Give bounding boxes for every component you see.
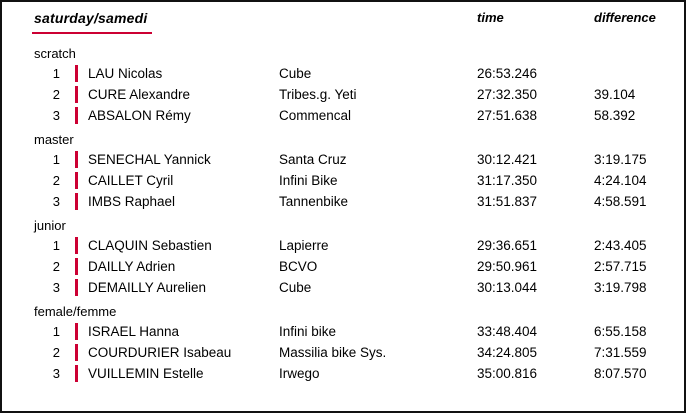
rider-difference: 3:19.175 (594, 152, 647, 167)
rider-time: 26:53.246 (477, 66, 538, 81)
rider-difference: 39.104 (594, 87, 636, 102)
rider-difference: 2:43.405 (594, 238, 647, 253)
accent-bar-icon (75, 323, 78, 340)
rider-time: 29:36.651 (477, 238, 538, 253)
rider-time: 27:51.638 (477, 108, 538, 123)
result-row (2, 277, 684, 298)
rider-name: CLAQUIN Sebastien (88, 238, 212, 253)
accent-bar-icon (75, 151, 78, 168)
accent-bar-icon (75, 237, 78, 254)
rider-team: Santa Cruz (279, 152, 347, 167)
result-row (2, 149, 684, 170)
rider-name: CURE Alexandre (88, 87, 191, 102)
rider-team: Cube (279, 280, 312, 295)
rider-time: 35:00.816 (477, 366, 538, 381)
rider-name: COURDURIER Isabeau (88, 345, 232, 360)
rider-name: CAILLET Cyril (88, 173, 174, 188)
category-name: scratch (34, 46, 76, 61)
rider-difference: 7:31.559 (594, 345, 647, 360)
result-row (2, 63, 684, 84)
result-row (2, 256, 684, 277)
rider-name: DEMAILLY Aurelien (88, 280, 207, 295)
accent-bar-icon (75, 86, 78, 103)
rider-difference: 6:55.158 (594, 324, 647, 339)
rider-rank: 1 (52, 324, 60, 339)
rider-name: DAILLY Adrien (88, 259, 176, 274)
result-row (2, 363, 684, 384)
rider-rank: 2 (52, 345, 60, 360)
result-row (2, 342, 684, 363)
category-name: master (34, 132, 74, 147)
rider-team: Commencal (279, 108, 352, 123)
category-block (2, 214, 684, 298)
column-header-difference: difference (594, 10, 656, 25)
accent-bar-icon (75, 365, 78, 382)
rider-team: Massilia bike Sys. (279, 345, 387, 360)
rider-name: ABSALON Rémy (88, 108, 191, 123)
rider-name: SENECHAL Yannick (88, 152, 211, 167)
rider-time: 31:51.837 (477, 194, 538, 209)
rider-time: 30:13.044 (477, 280, 538, 295)
rider-rank: 3 (52, 108, 60, 123)
rider-team: BCVO (279, 259, 318, 274)
rider-time: 33:48.404 (477, 324, 538, 339)
rider-team: Irwego (279, 366, 320, 381)
rider-rank: 2 (52, 259, 60, 274)
category-block (2, 128, 684, 212)
category-list (2, 42, 684, 384)
accent-bar-icon (75, 193, 78, 210)
rider-name: LAU Nicolas (88, 66, 163, 81)
accent-bar-icon (75, 279, 78, 296)
rider-time: 34:24.805 (477, 345, 538, 360)
accent-bar-icon (75, 344, 78, 361)
result-row (2, 105, 684, 126)
rider-rank: 2 (52, 173, 60, 188)
rider-time: 29:50.961 (477, 259, 538, 274)
result-row (2, 321, 684, 342)
category-block (2, 42, 684, 126)
accent-bar-icon (75, 172, 78, 189)
rider-team: Cube (279, 66, 312, 81)
rider-time: 31:17.350 (477, 173, 538, 188)
result-row (2, 235, 684, 256)
rider-team: Infini bike (279, 324, 337, 339)
rider-name: VUILLEMIN Estelle (88, 366, 204, 381)
day-title: saturday/samedi (34, 10, 148, 26)
rider-team: Tannenbike (279, 194, 349, 209)
rider-rank: 1 (52, 238, 60, 253)
rider-difference: 8:07.570 (594, 366, 647, 381)
rider-rank: 3 (52, 280, 60, 295)
accent-bar-icon (75, 107, 78, 124)
rider-rank: 1 (52, 152, 60, 167)
accent-bar-icon (75, 258, 78, 275)
column-header-time: time (477, 10, 504, 25)
rider-rank: 1 (52, 66, 60, 81)
rider-rank: 3 (52, 194, 60, 209)
rider-difference: 4:24.104 (594, 173, 647, 188)
rider-team: Tribes.g. Yeti (279, 87, 357, 102)
result-row (2, 170, 684, 191)
rider-rank: 3 (52, 366, 60, 381)
category-name: female/femme (34, 304, 117, 319)
accent-bar-icon (75, 65, 78, 82)
day-title-underline (32, 32, 152, 34)
rider-team: Lapierre (279, 238, 329, 253)
rider-difference: 58.392 (594, 108, 636, 123)
results-header (2, 2, 684, 40)
rider-difference: 4:58.591 (594, 194, 647, 209)
rider-difference: 2:57.715 (594, 259, 647, 274)
rider-time: 30:12.421 (477, 152, 538, 167)
rider-time: 27:32.350 (477, 87, 538, 102)
result-row (2, 191, 684, 212)
rider-name: IMBS Raphael (88, 194, 176, 209)
rider-rank: 2 (52, 87, 60, 102)
result-row (2, 84, 684, 105)
rider-difference: 3:19.798 (594, 280, 647, 295)
rider-name: ISRAEL Hanna (88, 324, 180, 339)
category-name: junior (34, 218, 66, 233)
rider-team: Infini Bike (279, 173, 338, 188)
category-block (2, 300, 684, 384)
